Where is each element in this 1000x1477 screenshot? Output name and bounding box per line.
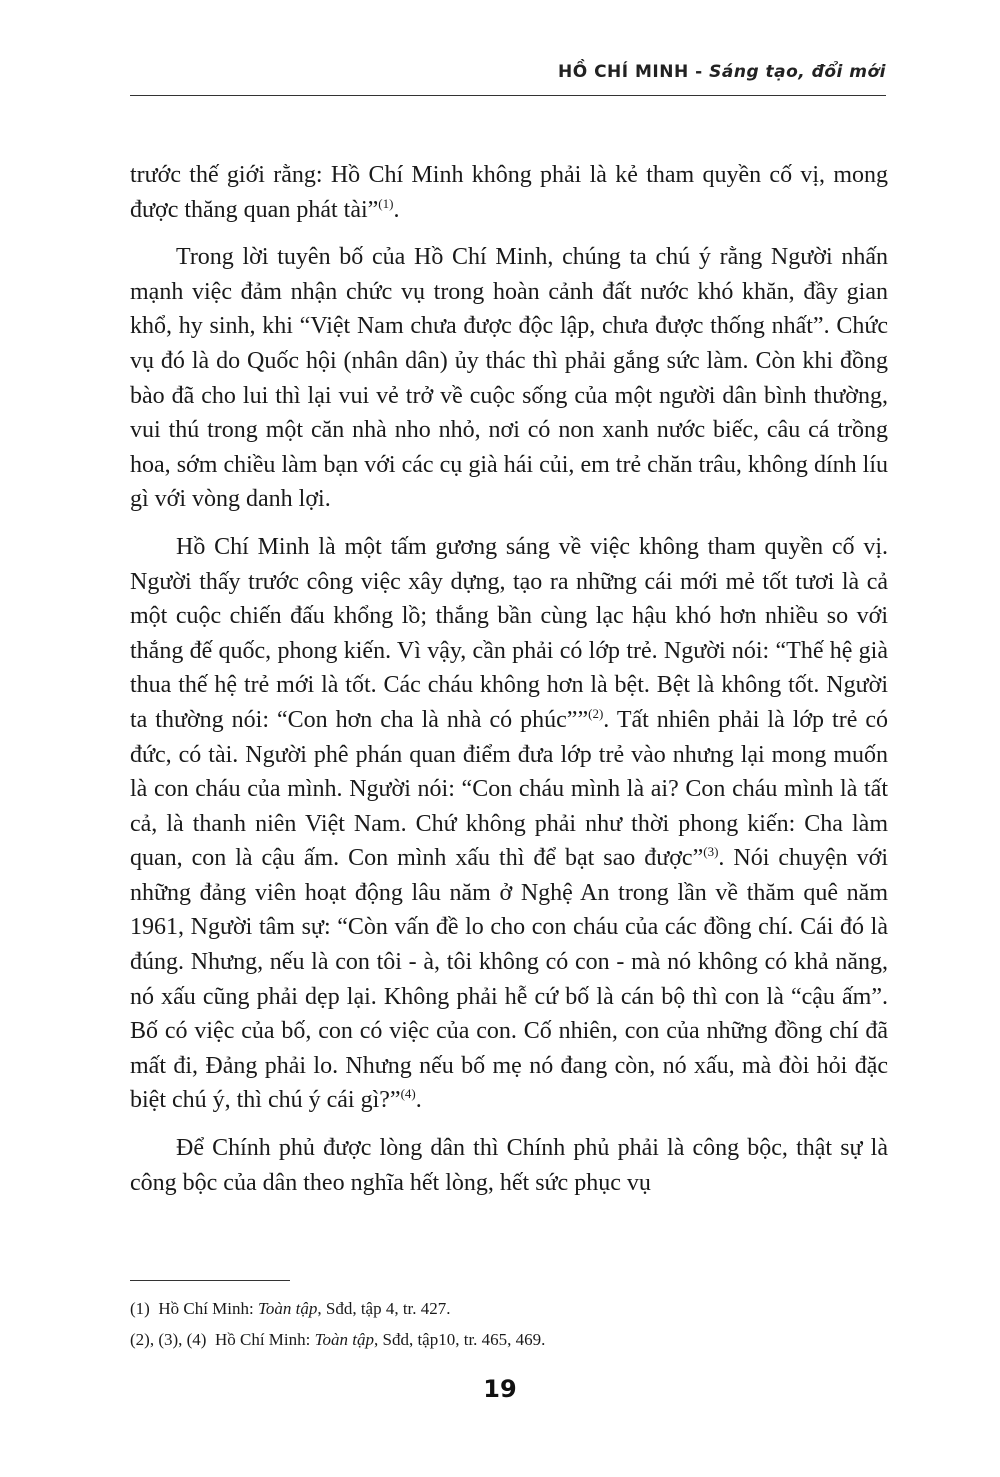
header-rule xyxy=(130,95,886,96)
paragraph-1-end: . xyxy=(393,196,400,223)
page-number: 19 xyxy=(483,1375,517,1403)
running-header xyxy=(130,62,886,82)
footnote-1-source: , Sđd, tập 4, tr. 427. xyxy=(317,1299,451,1318)
footnote-2-work: Toàn tập xyxy=(314,1330,374,1349)
footnote-ref-3: (3) xyxy=(703,844,719,860)
paragraph-3-end: . xyxy=(415,1087,422,1114)
paragraph-3-text-2: . Tất nhiên phải là lớp trẻ có đức, có tài. Người phê phán quan điểm đưa lớp trẻ vào nhưng lại mong muốn là con cháu của mình. Người nói: “Con cháu mình là ai? Con cháu mình là tất cả, là thanh niên Việt Nam. Chứ không phải như thời phong kiến: Cha làm quan, con là cậu ấm. Con mình xấu thì để bạt sao được” xyxy=(130,706,888,872)
footnote-2-number: (2), (3), (4) xyxy=(130,1330,207,1349)
paragraph-1-text: trước thế giới rằng: Hồ Chí Minh không phải là kẻ tham quyền cố vị, mong được thăng quan phát tài” xyxy=(130,162,888,223)
paragraph-2-text: Trong lời tuyên bố của Hồ Chí Minh, chúng ta chú ý rằng Người nhấn mạnh việc đảm nhận chức vụ trong hoàn cảnh đất nước khó khăn, đầy gian khổ, hy sinh, khi “Việt Nam chưa được độc lập, chưa được thống nhất”. Chức vụ đó là do Quốc hội (nhân dân) ủy thác thì phải gắng sức làm. Còn khi đồng bào đã cho lui thì lại vui vẻ trở về cuộc sống của một người dân bình thường, vui thú trong một căn nhà nho nhỏ, nơi có non xanh nước biếc, câu cá trồng hoa, sớm chiều làm bạn với các cụ già hái củi, em trẻ chăn trâu, không dính líu gì với vòng danh lợi. xyxy=(130,244,888,513)
paragraph-3-text-3: . Nói chuyện với những đảng viên hoạt động lâu năm ở Nghệ An trong lần về thăm quê năm 1961, Người tâm sự: “Còn vấn đề lo cho con cháu của các đồng chí. Cái đó là đúng. Nhưng, nếu là con tôi - à, tôi không có con - mà nó không có khả năng, nó xấu cũng phải dẹp lại. Không phải hễ cứ bố là cán bộ thì con là “cậu ấm”. Bố có việc của bố, con có việc của con. Cố nhiên, con của những đồng chí đã mất đi, Đảng phải lo. Nhưng nếu bố mẹ nó đang còn, nó xấu, mà đòi hỏi đặc biệt chú ý, thì chú ý cái gì?” xyxy=(130,845,888,1114)
paragraph-3-text: Hồ Chí Minh là một tấm gương sáng về việc không tham quyền cố vị. Người thấy trước công việc xây dựng, tạo ra những cái mới mẻ tốt tươi là cả một cuộc chiến đấu khổng lồ; thắng bần cùng lạc hậu khó hơn nhiều so với thắng đế quốc, phong kiến. Vì vậy, cần phải có lớp trẻ. Người nói: “Thế hệ già thua thế hệ trẻ mới là tốt. Các cháu không hơn là bệt. Bệt là không tốt. Người ta thường nói: “Con hơn cha là nhà có phúc”” xyxy=(130,533,888,733)
footnote-1-work: Toàn tập xyxy=(257,1299,318,1318)
footnote-2-author: Hồ Chí Minh: xyxy=(214,1330,315,1349)
paragraph-1 xyxy=(130,158,888,227)
footnote-ref-1: (1) xyxy=(378,195,394,211)
footnote-1-author: Hồ Chí Minh: xyxy=(158,1299,258,1318)
header-author: HỒ CHÍ MINH xyxy=(557,62,689,82)
footnote-2 xyxy=(130,1324,888,1355)
paragraph-4-text: Để Chính phủ được lòng dân thì Chính phủ phải là công bộc, thật sự là công bộc của dân theo nghĩa hết lòng, hết sức phục vụ xyxy=(130,1135,888,1196)
paragraph-3 xyxy=(130,530,888,1118)
footnote-1-number: (1) xyxy=(130,1299,150,1318)
header-separator: - xyxy=(688,62,710,82)
footnote-ref-2: (2) xyxy=(588,705,604,721)
footnote-ref-4: (4) xyxy=(400,1086,416,1102)
footnote-2-source: , Sđd, tập10, tr. 465, 469. xyxy=(374,1330,546,1349)
footnote-rule xyxy=(130,1280,290,1281)
footnotes xyxy=(130,1293,888,1355)
body-text xyxy=(130,158,888,1213)
header-subtitle: Sáng tạo, đổi mới xyxy=(709,62,886,82)
paragraph-4 xyxy=(130,1131,888,1200)
footnote-1 xyxy=(130,1293,888,1324)
paragraph-2 xyxy=(130,240,888,517)
